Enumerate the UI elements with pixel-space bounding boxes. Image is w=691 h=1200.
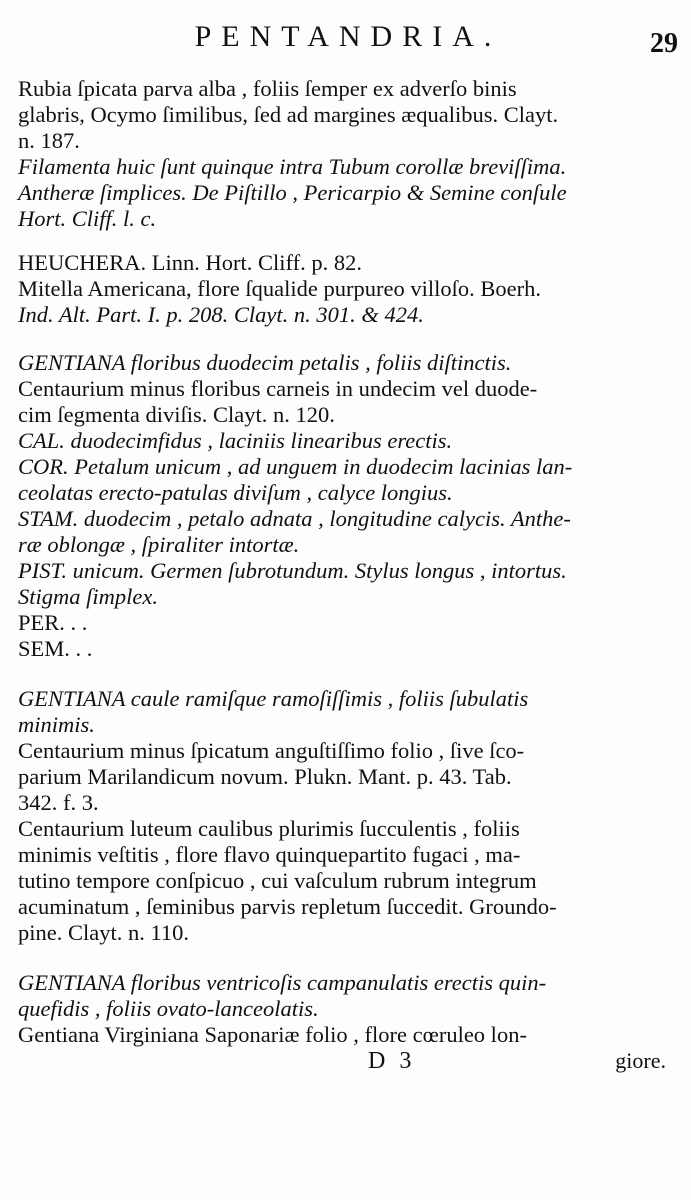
- entry-rubia: [18, 76, 678, 232]
- genus-heading: HEUCHERA. Linn. Hort. Cliff. p. 82.: [18, 250, 362, 275]
- entry-heuchera: [18, 250, 678, 328]
- book-page: [18, 14, 678, 1078]
- text-line: Ind. Alt. Part. I. p. 208. Clayt. n. 301. & 424.: [18, 302, 424, 327]
- text-line: Centaurium luteum caulibus plurimis ſucculentis , foliis: [18, 816, 520, 841]
- text-line: 342. f. 3.: [18, 790, 99, 815]
- description-line: PIST. unicum. Germen ſubrotundum. Stylus longus , intortus.: [18, 558, 567, 583]
- text-line: Centaurium minus ſpicatum anguſtiſſimo folio , ſive ſco-: [18, 738, 525, 763]
- description-line: ræ oblongæ , ſpiraliter intortæ.: [18, 532, 300, 557]
- page-header: [18, 14, 678, 76]
- entry-gentiana-1: [18, 350, 678, 662]
- text-line: minimis veſtitis , flore flavo quinquepartito fugaci , ma-: [18, 842, 521, 867]
- entry-gentiana-3: [18, 970, 678, 1048]
- species-heading: GENTIANA floribus ventricoſis campanulatis erectis quin-: [18, 970, 547, 995]
- description-line: PER. . .: [18, 610, 88, 635]
- catchword: giore.: [615, 1048, 666, 1073]
- text-line: Gentiana Virginiana Saponariæ folio , flore cœruleo lon-: [18, 1022, 527, 1047]
- description-line: COR. Petalum unicum , ad unguem in duodecim lacinias lan-: [18, 454, 573, 479]
- text-line: Antheræ ſimplices. De Piſtillo , Pericarpio & Semine conſule: [18, 180, 567, 205]
- species-heading: quefidis , foliis ovato-lanceolatis.: [18, 996, 319, 1021]
- text-line: Centaurium minus floribus carneis in undecim vel duode-: [18, 376, 538, 401]
- signature-mark: D 3: [368, 1048, 416, 1074]
- running-head: PENTANDRIA.: [194, 20, 502, 53]
- entry-gentiana-2: [18, 686, 678, 946]
- species-heading: GENTIANA caule ramiſque ramoſiſſimis , foliis ſubulatis: [18, 686, 529, 711]
- text-line: Hort. Cliff. l. c.: [18, 206, 157, 231]
- text-line: pine. Clayt. n. 110.: [18, 920, 190, 945]
- description-line: CAL. duodecimfidus , laciniis linearibus erectis.: [18, 428, 453, 453]
- text-line: glabris, Ocymo ſimilibus, ſed ad margines æqualibus. Clayt.: [18, 102, 559, 127]
- species-heading: GENTIANA floribus duodecim petalis , foliis diſtinctis.: [18, 350, 512, 375]
- species-heading: minimis.: [18, 712, 95, 737]
- description-line: ceolatas erecto-patulas diviſum , calyce longius.: [18, 480, 453, 505]
- description-line: SEM. . .: [18, 636, 93, 661]
- text-line: Filamenta huic ſunt quinque intra Tubum corollæ breviſſima.: [18, 154, 567, 179]
- text-line: cim ſegmenta diviſis. Clayt. n. 120.: [18, 402, 335, 427]
- text-line: Rubia ſpicata parva alba , foliis ſemper ex adverſo binis: [18, 76, 517, 101]
- description-line: Stigma ſimplex.: [18, 584, 158, 609]
- text-line: n. 187.: [18, 128, 80, 153]
- text-line: Mitella Americana, flore ſqualide purpureo villoſo. Boerh.: [18, 276, 541, 301]
- description-line: STAM. duodecim , petalo adnata , longitudine calycis. Anthe-: [18, 506, 571, 531]
- page-footer: [18, 1048, 678, 1078]
- page-number: 29: [650, 28, 678, 59]
- text-line: tutino tempore conſpicuo , cui vaſculum rubrum integrum: [18, 868, 537, 893]
- text-line: parium Marilandicum novum. Plukn. Mant. p. 43. Tab.: [18, 764, 512, 789]
- text-line: acuminatum , ſeminibus parvis repletum ſuccedit. Groundo-: [18, 894, 557, 919]
